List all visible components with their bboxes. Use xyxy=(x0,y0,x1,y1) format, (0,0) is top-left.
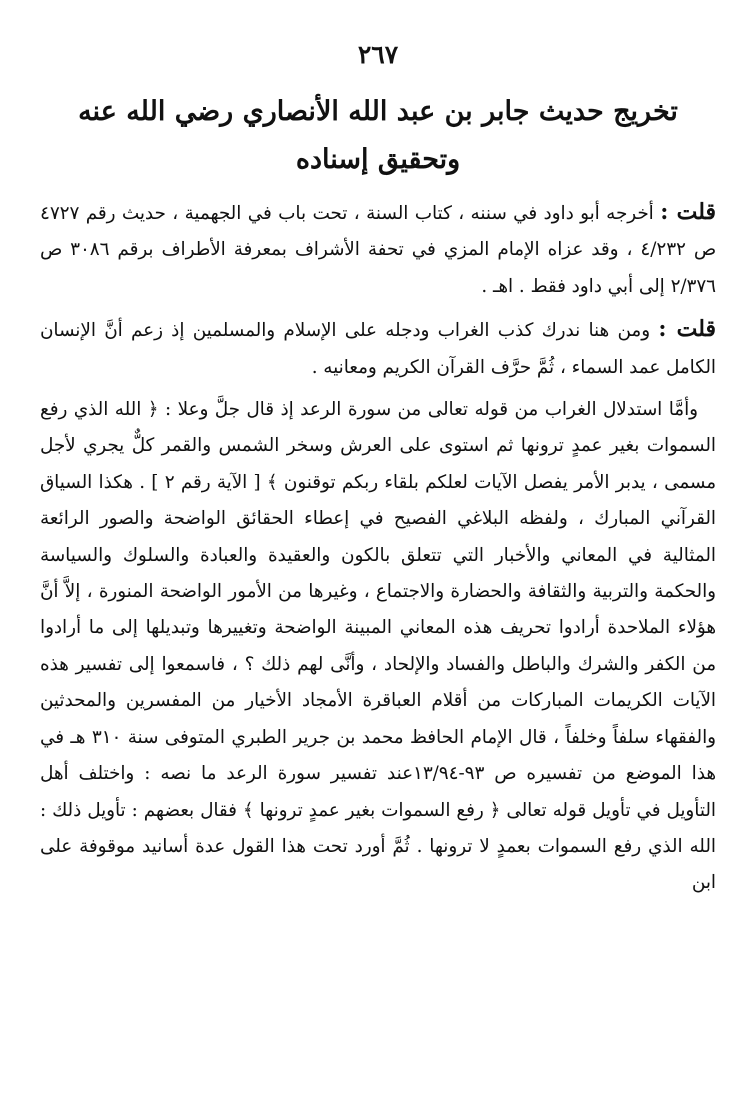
paragraph-3 xyxy=(40,392,716,902)
paragraph-1-lead: قلت : xyxy=(660,199,717,225)
paragraph-2 xyxy=(40,311,716,386)
paragraph-3-text: وأمَّا استدلال الغراب من قوله تعالى من سورة الرعد إذ قال جلَّ وعلا : ﴿ الله الذي رفع السموات بغير عمدٍ ترونها ثم استوى على العرش وسخر الشمس والقمر كلٌّ يجري لأجل مسمى ، يدبر الأمر يفصل الآيات لعلكم بلقاء ربكم توقنون ﴾ [ الآية رقم ٢ ] . هكذا السياق القرآني المبارك ، ولفظه البلاغي الفصيح في إعطاء الحقائق الواضحة والصور الرائعة المثالية في المعاني والأخبار التي تتعلق بالكون والعقيدة والعبادة والسلوك والسياسة والحكمة والتربية والثقافة والحضارة والاجتماع ، وغيرها من الأمور الواضحة المنورة ، إلاَّ أنَّ هؤلاء الملاحدة أرادوا تحريف هذه المعاني المبينة الواضحة وتغييرها وتبديلها إلى ما أرادوا من الكفر والشرك والباطل والفساد والإلحاد ، وأنَّى لهم ذلك ؟ ، فاسمعوا إلى تفسير هذه الآيات الكريمات المباركات من أقلام العباقرة الأمجاد الأخيار من المفسرين والمحدثين والفقهاء سلفاً وخلفاً ، قال الإمام الحافظ محمد بن جرير الطبري المتوفى سنة ٣١٠ هـ في هذا الموضع من تفسيره ص ٩٣-١٣/٩٤عند تفسير سورة الرعد ما نصه : واختلف أهل التأويل في تأويل قوله تعالى ﴿ رفع السموات بغير عمدٍ ترونها ﴾ فقال بعضهم : تأويل ذلك : الله الذي رفع السموات بعمدٍ لا ترونها . ثُمَّ أورد تحت هذا القول عدة أسانيد موقوفة على ابن xyxy=(40,399,716,894)
paragraph-2-text: ومن هنا ندرك كذب الغراب ودجله على الإسلام والمسلمين إذ زعم أنَّ الإنسان الكامل عمد السماء ، ثُمَّ حرَّف القرآن الكريم ومعانيه . xyxy=(40,320,716,378)
page-number: ٢٦٧ xyxy=(357,40,399,69)
paragraph-1 xyxy=(40,194,716,305)
paragraph-2-lead: قلت : xyxy=(658,316,717,343)
section-title xyxy=(40,88,716,184)
paragraph-1-text: أخرجه أبو داود في سننه ، كتاب السنة ، تحت باب في الجهمية ، حديث رقم ٤٧٢٧ ص ٤/٢٣٢ ، وقد عزاه الإمام المزي في تحفة الأشراف بمعرفة الأطراف برقم ٣٠٨٦ ص ٢/٣٧٦ إلى أبي داود فقط . اهـ . xyxy=(40,203,716,297)
section-title-line-1: تخريج حديث جابر بن عبد الله الأنصاري رضي الله عنه xyxy=(78,96,678,127)
document-page xyxy=(40,38,716,1078)
section-title-line-2: وتحقيق إسناده xyxy=(295,144,461,175)
